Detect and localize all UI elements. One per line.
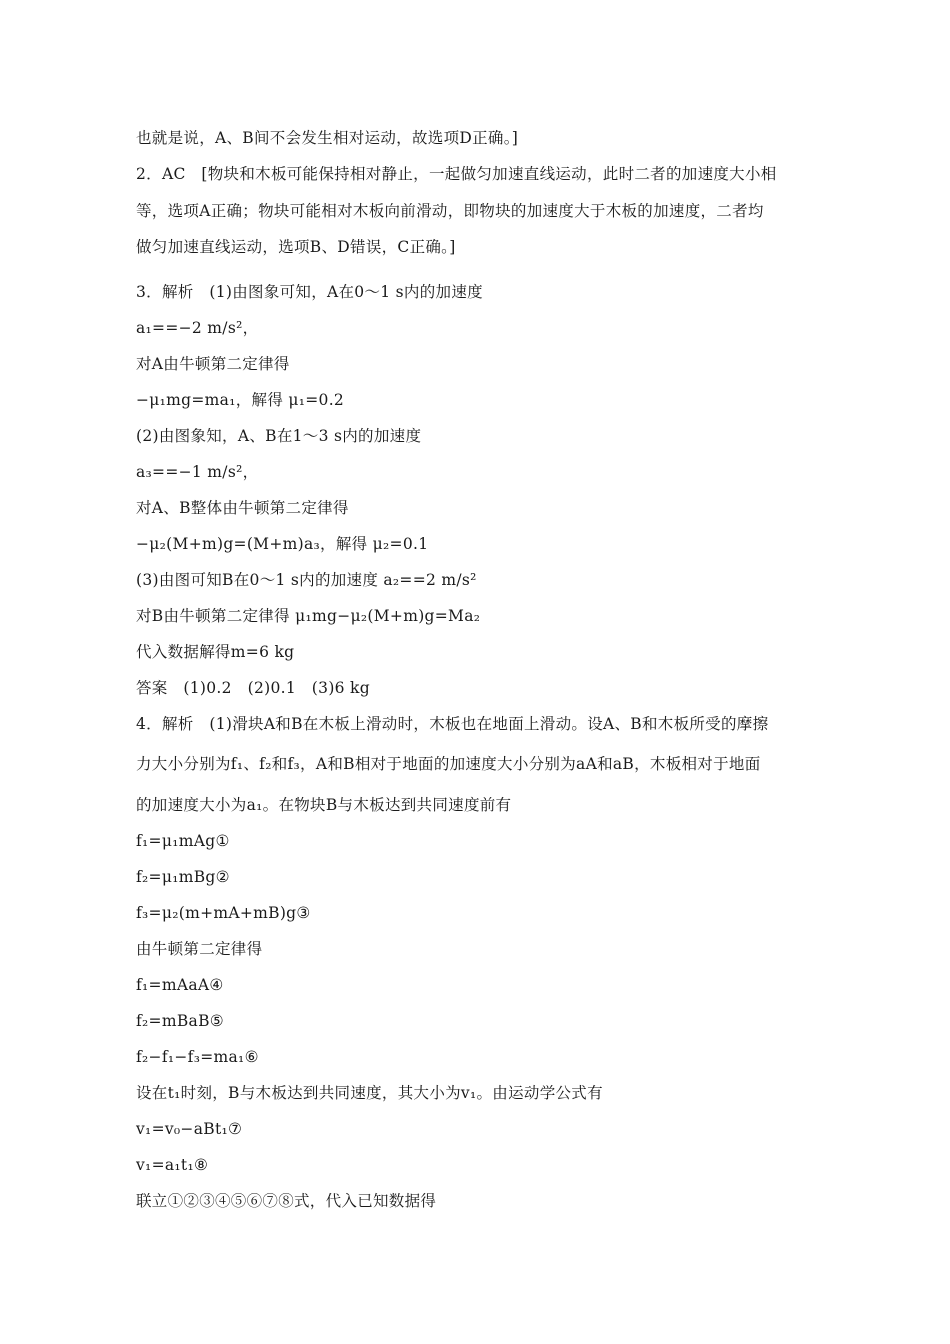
text-line: v₁=v₀−aBt₁⑦ bbox=[136, 1120, 243, 1138]
text-line: f₂−f₁−f₃=ma₁⑥ bbox=[136, 1048, 259, 1066]
text-line: (2)由图象知，A、B在1～3 s内的加速度 bbox=[136, 427, 422, 445]
text-line: f₃=μ₂(m+mA+mB)g③ bbox=[136, 904, 311, 922]
text-line: 做匀加速直线运动，选项B、D错误，C正确。] bbox=[136, 238, 456, 256]
text-line: 由牛顿第二定律得 bbox=[136, 940, 263, 958]
text-line: f₁=mAaA④ bbox=[136, 976, 224, 994]
text-line: 设在t₁时刻，B与木板达到共同速度，其大小为v₁。由运动学公式有 bbox=[136, 1084, 603, 1102]
text-line: 的加速度大小为a₁。在物块B与木板达到共同速度前有 bbox=[136, 796, 512, 814]
text-line: 力大小分别为f₁、f₂和f₃，A和B相对于地面的加速度大小分别为aA和aB，木板相对于地面 bbox=[136, 755, 761, 773]
text-line: 对A、B整体由牛顿第二定律得 bbox=[136, 499, 349, 517]
text-line: 也就是说，A、B间不会发生相对运动，故选项D正确。] bbox=[136, 129, 519, 147]
text-line: −μ₁mg=ma₁，解得 μ₁=0.2 bbox=[136, 391, 345, 409]
text-line: 对B由牛顿第二定律得 μ₁mg−μ₂(M+m)g=Ma₂ bbox=[136, 607, 481, 625]
text-line: −μ₂(M+m)g=(M+m)a₃，解得 μ₂=0.1 bbox=[136, 535, 429, 553]
text-line: 答案 (1)0.2 (2)0.1 (3)6 kg bbox=[136, 679, 370, 697]
text-line: 等，选项A正确；物块可能相对木板向前滑动，即物块的加速度大于木板的加速度，二者均 bbox=[136, 202, 764, 220]
text-line: a₃==−1 m/s²， bbox=[136, 463, 259, 481]
text-line: 联立①②③④⑤⑥⑦⑧式，代入已知数据得 bbox=[136, 1192, 437, 1210]
text-line: 3．解析 (1)由图象可知，A在0～1 s内的加速度 bbox=[136, 283, 483, 301]
text-line: (3)由图可知B在0～1 s内的加速度 a₂==2 m/s² bbox=[136, 571, 477, 589]
text-line: f₂=μ₁mBg② bbox=[136, 868, 230, 886]
text-line: 4．解析 (1)滑块A和B在木板上滑动时，木板也在地面上滑动。设A、B和木板所受的摩擦 bbox=[136, 715, 769, 733]
text-line: 2．AC [物块和木板可能保持相对静止，一起做匀加速直线运动，此时二者的加速度大小相 bbox=[136, 165, 777, 183]
text-line: v₁=a₁t₁⑧ bbox=[136, 1156, 209, 1174]
text-line: a₁==−2 m/s²， bbox=[136, 319, 259, 337]
text-line: f₂=mBaB⑤ bbox=[136, 1012, 224, 1030]
text-line: f₁=μ₁mAg① bbox=[136, 832, 230, 850]
text-line: 对A由牛顿第二定律得 bbox=[136, 355, 290, 373]
text-line: 代入数据解得m=6 kg bbox=[136, 643, 295, 661]
